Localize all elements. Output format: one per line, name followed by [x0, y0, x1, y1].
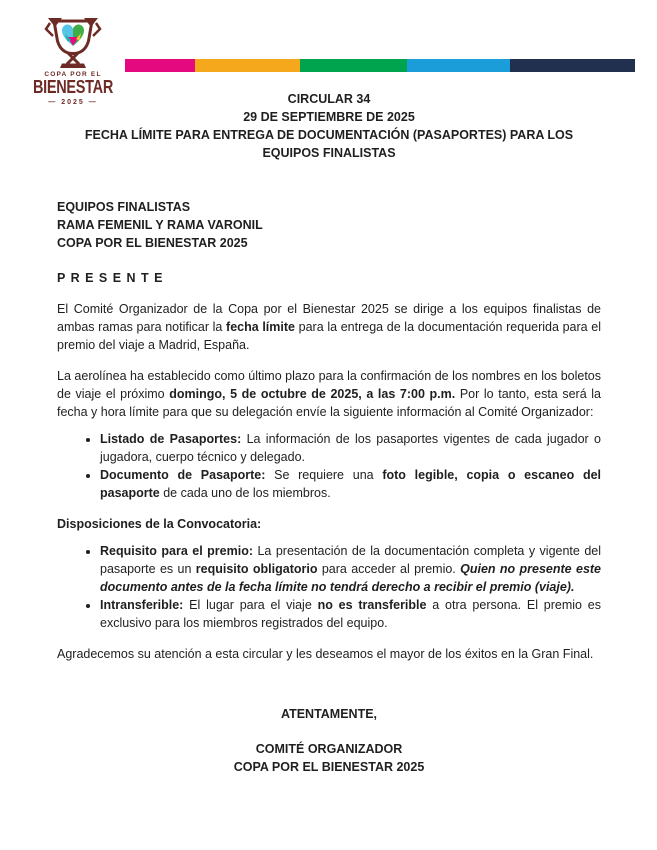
closing-paragraph: Agradecemos su atención a esta circular y les deseamos el mayor de los éxitos en la Gran Final.	[57, 647, 594, 661]
logo-top-text: COPA POR EL	[44, 71, 102, 78]
addressee-block	[57, 198, 601, 252]
addressee-line-teams: EQUIPOS FINALISTAS	[57, 200, 191, 214]
addressee-line-branches: RAMA FEMENIL Y RAMA VARONIL	[57, 218, 263, 232]
signature-committee-line: COMITÉ ORGANIZADOR	[255, 742, 403, 756]
signature-salute: ATENTAMENTE,	[280, 707, 378, 721]
section-heading-disposiciones: Disposiciones de la Convocatoria:	[57, 517, 262, 531]
signature-block	[57, 740, 601, 776]
addressee-line-event: COPA POR EL BIENESTAR 2025	[57, 236, 248, 250]
circular-number-line: CIRCULAR 34	[287, 92, 371, 106]
logo-year-text: — 2025 —	[48, 99, 98, 106]
intro-paragraph: El Comité Organizador de la Copa por el Bienestar 2025 se dirige a los equipos finalistas de ambas ramas para notificar la fecha límite para la entrega de la documentación requerida para el premio del viaje a Madrid, España.	[57, 302, 601, 352]
signature-event-line: COPA POR EL BIENESTAR 2025	[233, 760, 425, 774]
provisions-list	[57, 542, 601, 632]
document-content	[57, 0, 601, 776]
list-item-requisito: • Requisito para el premio: La presentación de la documentación completa y vigente del pasaporte es un requisito obligatorio para acceder al premio. Quien no presente este documento antes de la fecha límite no tendrá derecho a recibir el premio (viaje).	[100, 542, 601, 596]
list-item-pasaportes: • Listado de Pasaportes: La información de los pasaportes vigentes de cada jugador o jugadora, cuerpo técnico y delegado.	[100, 430, 601, 466]
logo-name-text: BIENESTAR	[32, 77, 113, 98]
salutation-presente: P R E S E N T E	[57, 271, 164, 285]
document-title-block	[57, 90, 601, 162]
required-documents-list	[57, 430, 601, 502]
list-item-intransferible: • Intransferible: El lugar para el viaje no es transferible a otra persona. El premio es exclusivo para los miembros registrados del equipo.	[100, 596, 601, 632]
circular-subject-line: FECHA LÍMITE PARA ENTREGA DE DOCUMENTACIÓN (PASAPORTES) PARA LOS EQUIPOS FINALISTAS	[84, 128, 574, 160]
list-item-documento: • Documento de Pasaporte: Se requiere una foto legible, copia o escaneo del pasaporte de cada uno de los miembros.	[100, 466, 601, 502]
circular-date-line: 29 DE SEPTIEMBRE DE 2025	[243, 110, 415, 124]
deadline-paragraph: La aerolínea ha establecido como último plazo para la confirmación de los nombres en los boletos de viaje el próximo domingo, 5 de octubre de 2025, a las 7:00 p.m. Por lo tanto, esta será la fecha y hora límite para que su delegación envíe la siguiente información al Comité Organizador:	[57, 369, 602, 419]
